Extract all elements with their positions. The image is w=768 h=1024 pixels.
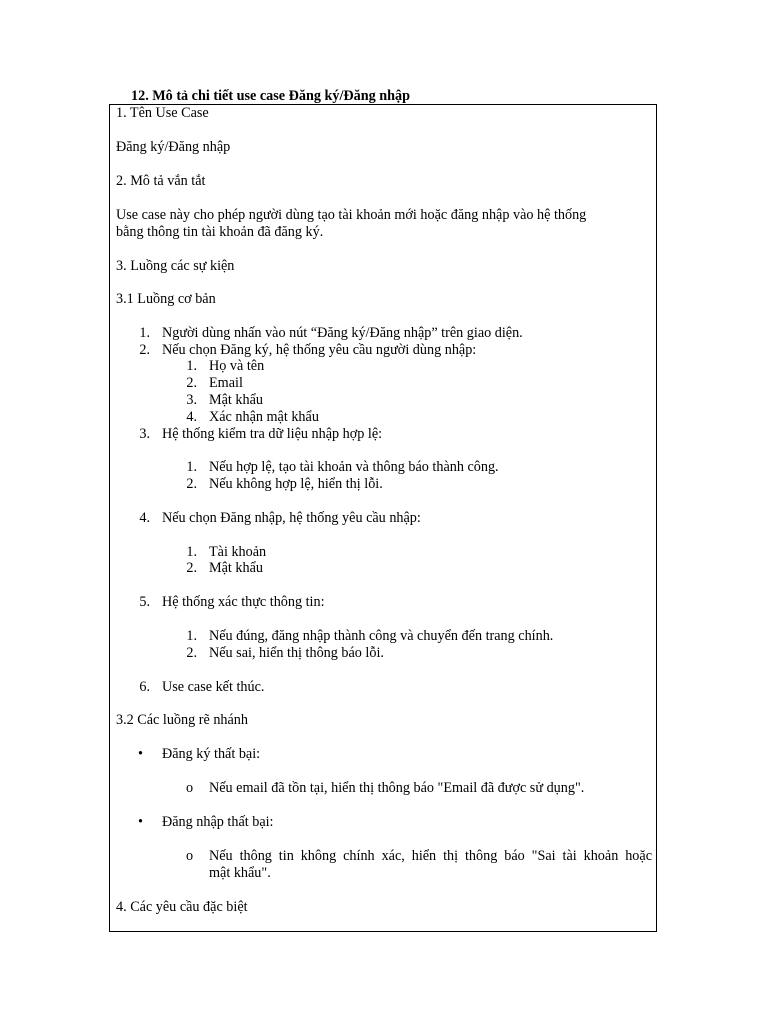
section-2-title: 2. Mô tả vắn tắt	[116, 173, 206, 189]
validation-number: 2.	[186, 476, 197, 492]
step-text: Nếu chọn Đăng ký, hệ thống yêu cầu người dùng nhập:	[162, 342, 477, 358]
use-case-table	[109, 104, 657, 932]
bullet-icon: •	[138, 746, 143, 762]
alternate-flow-title: 3.2 Các luồng rẽ nhánh	[116, 712, 248, 728]
step-text: Hệ thống xác thực thông tin:	[162, 594, 325, 610]
description-line-2: bằng thông tin tài khoản đã đăng ký.	[116, 224, 324, 240]
step-number: 4.	[139, 510, 150, 526]
field-number: 2.	[186, 560, 197, 576]
alternate-flow-text: Đăng ký thất bại:	[162, 746, 261, 762]
step-number: 3.	[139, 426, 150, 442]
section-4-title: 4. Các yêu cầu đặc biệt	[116, 899, 248, 915]
auth-number: 2.	[186, 645, 197, 661]
alternate-flow-detail: Nếu thông tin không chính xác, hiển thị thông báo "Sai tài khoản hoặc	[209, 848, 652, 864]
document-heading: 12. Mô tả chi tiết use case Đăng ký/Đăng nhập	[131, 88, 411, 104]
validation-number: 1.	[186, 459, 197, 475]
step-number: 2.	[139, 342, 150, 358]
alternate-flow-text: Đăng nhập thất bại:	[162, 814, 274, 830]
sub-bullet-icon: o	[186, 848, 194, 864]
step-text: Use case kết thúc.	[162, 679, 265, 695]
sub-bullet-icon: o	[186, 780, 194, 796]
step-number: 5.	[139, 594, 150, 610]
step-text: Hệ thống kiểm tra dữ liệu nhập hợp lệ:	[162, 426, 383, 442]
field-number: 2.	[186, 375, 197, 391]
description-line-1: Use case này cho phép người dùng tạo tài khoản mới hoặc đăng nhập vào hệ thống	[116, 207, 587, 223]
auth-text: Nếu sai, hiển thị thông báo lỗi.	[209, 645, 384, 661]
field-number: 3.	[186, 392, 197, 408]
auth-text: Nếu đúng, đăng nhập thành công và chuyển đến trang chính.	[209, 628, 554, 644]
field-text: Họ và tên	[209, 358, 265, 374]
use-case-name: Đăng ký/Đăng nhập	[116, 139, 231, 155]
step-text: Người dùng nhấn vào nút “Đăng ký/Đăng nhập” trên giao diện.	[162, 325, 523, 341]
field-text: Mật khẩu	[209, 560, 263, 576]
field-text: Tài khoản	[209, 544, 267, 560]
step-text: Nếu chọn Đăng nhập, hệ thống yêu cầu nhập:	[162, 510, 421, 526]
step-number: 6.	[139, 679, 150, 695]
alternate-flow-detail-continued: mật khẩu".	[209, 865, 271, 881]
validation-text: Nếu hợp lệ, tạo tài khoản và thông báo thành công.	[209, 459, 499, 475]
field-text: Xác nhận mật khẩu	[209, 409, 319, 425]
bullet-icon: •	[138, 814, 143, 830]
section-1-title: 1. Tên Use Case	[116, 105, 209, 121]
section-3-title: 3. Luồng các sự kiện	[116, 258, 235, 274]
field-number: 1.	[186, 358, 197, 374]
validation-text: Nếu không hợp lệ, hiển thị lỗi.	[209, 476, 383, 492]
alternate-flow-detail: Nếu email đã tồn tại, hiển thị thông báo "Email đã được sử dụng".	[209, 780, 585, 796]
field-text: Mật khẩu	[209, 392, 263, 408]
field-text: Email	[209, 375, 243, 391]
field-number: 1.	[186, 544, 197, 560]
field-number: 4.	[186, 409, 197, 425]
step-number: 1.	[139, 325, 150, 341]
basic-flow-title: 3.1 Luồng cơ bản	[116, 291, 216, 307]
auth-number: 1.	[186, 628, 197, 644]
